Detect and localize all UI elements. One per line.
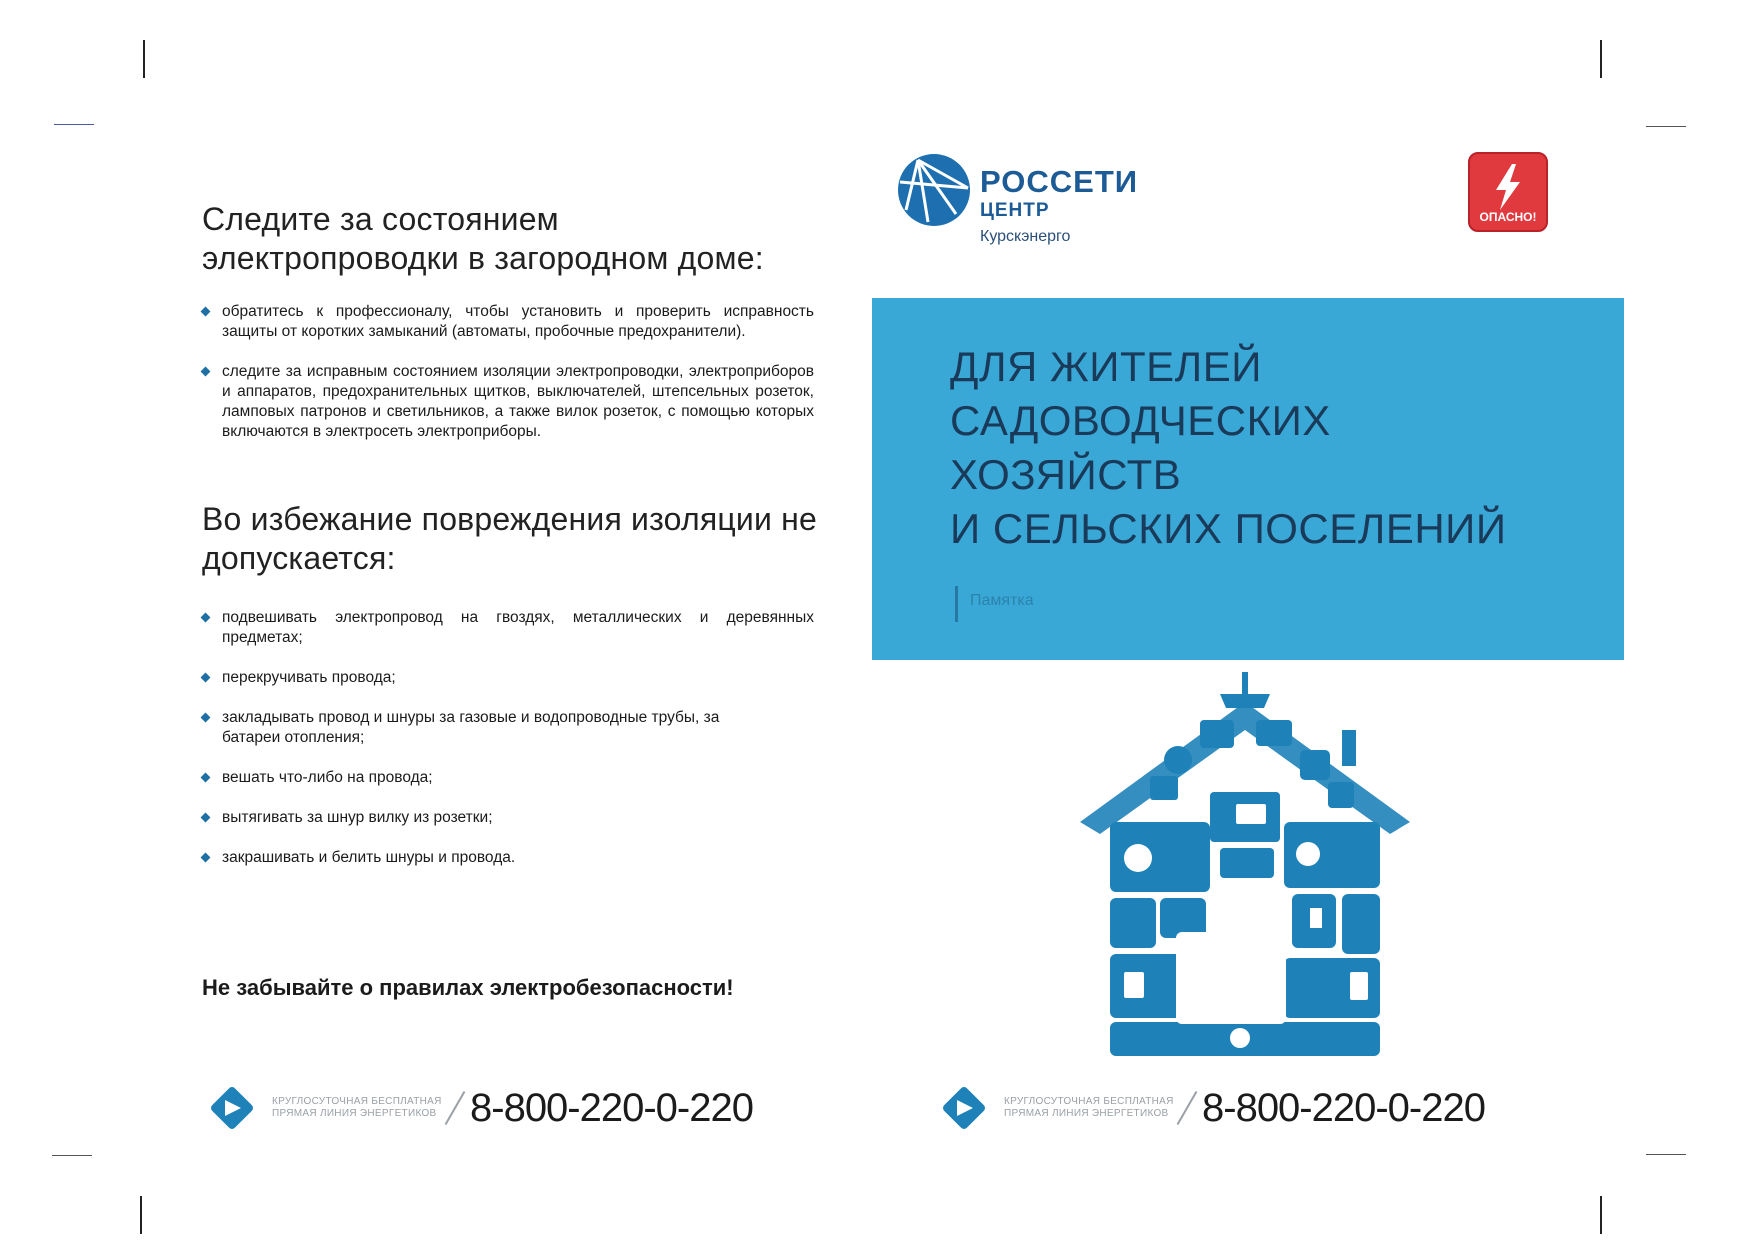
hotline-logo-icon — [210, 1086, 254, 1130]
crop-mark — [140, 1196, 142, 1234]
heading-insulation: Во избежание повреждения изоляции не допускается: — [202, 501, 817, 576]
banner-divider — [955, 586, 958, 622]
wiring-advice-list — [202, 302, 814, 442]
banner-subtitle: Памятка — [970, 592, 1034, 609]
list-item: следите за исправным состоянием изоляции электропроводки, электроприборов и аппаратов, предохранительных щитков, выключателей, штепсельных розеток, ламповых патронов и светильников, а также вилок розеток, с помощью которых включаются в электросеть электроприборы. — [202, 362, 814, 442]
list-item: вешать что-либо на провода; — [202, 768, 814, 788]
hotline-phone[interactable]: 8-800-220-0-220 — [1202, 1085, 1485, 1130]
title-banner — [872, 298, 1624, 660]
hotline-caption: КРУГЛОСУТОЧНАЯ БЕСПЛАТНАЯ ПРЯМАЯ ЛИНИЯ ЭНЕРГЕТИКОВ — [1004, 1096, 1174, 1119]
logo-title: РОССЕТИ — [980, 164, 1139, 199]
rosseti-logo — [896, 152, 1196, 252]
crop-mark — [1646, 126, 1686, 127]
list-item: вытягивать за шнур вилку из розетки; — [202, 808, 814, 828]
list-item: перекручивать провода; — [202, 668, 814, 688]
list-item: обратитесь к профессионалу, чтобы установить и проверить исправность защиты от коротких замыканий (автоматы, пробочные предохранители). — [202, 302, 814, 342]
danger-badge — [1468, 152, 1548, 232]
crop-mark — [1600, 1196, 1602, 1234]
crop-mark — [1600, 40, 1602, 78]
danger-label: ОПАСНО! — [1479, 210, 1537, 224]
hotline-caption: КРУГЛОСУТОЧНАЯ БЕСПЛАТНАЯ ПРЯМАЯ ЛИНИЯ ЭНЕРГЕТИКОВ — [272, 1096, 442, 1119]
prohibited-list — [202, 608, 814, 868]
crop-mark — [52, 1155, 92, 1156]
left-page — [202, 200, 822, 868]
rosseti-globe-icon — [896, 152, 972, 228]
list-item: закрашивать и белить шнуры и провода. — [202, 848, 814, 868]
heading-wiring-condition: Следите за состоянием электропроводки в загородном доме: — [202, 201, 764, 276]
crop-mark — [143, 40, 145, 78]
banner-title: ДЛЯ ЖИТЕЛЕЙ САДОВОДЧЕСКИХ ХОЗЯЙСТВ И СЕЛЬСКИХ ПОСЕЛЕНИЙ — [950, 343, 1507, 552]
hotline-logo-icon — [942, 1086, 986, 1130]
list-item: закладывать провод и шнуры за газовые и водопроводные трубы, за батареи отопления; — [202, 708, 752, 748]
hotline-left — [210, 1078, 753, 1138]
hotline-right — [942, 1078, 1485, 1138]
hotline-phone[interactable]: 8-800-220-0-220 — [470, 1085, 753, 1130]
logo-subtitle: ЦЕНТР — [980, 200, 1050, 221]
logo-branch: Курскэнерго — [980, 228, 1071, 245]
house-appliances-illustration — [1060, 672, 1430, 1062]
safety-reminder: Не забывайте о правилах электробезопасности! — [202, 975, 734, 1000]
crop-mark — [54, 124, 94, 125]
lightning-icon — [1470, 160, 1546, 214]
list-item: подвешивать электропровод на гвоздях, металлических и деревянных предметах; — [202, 608, 814, 648]
crop-mark — [1646, 1154, 1686, 1155]
